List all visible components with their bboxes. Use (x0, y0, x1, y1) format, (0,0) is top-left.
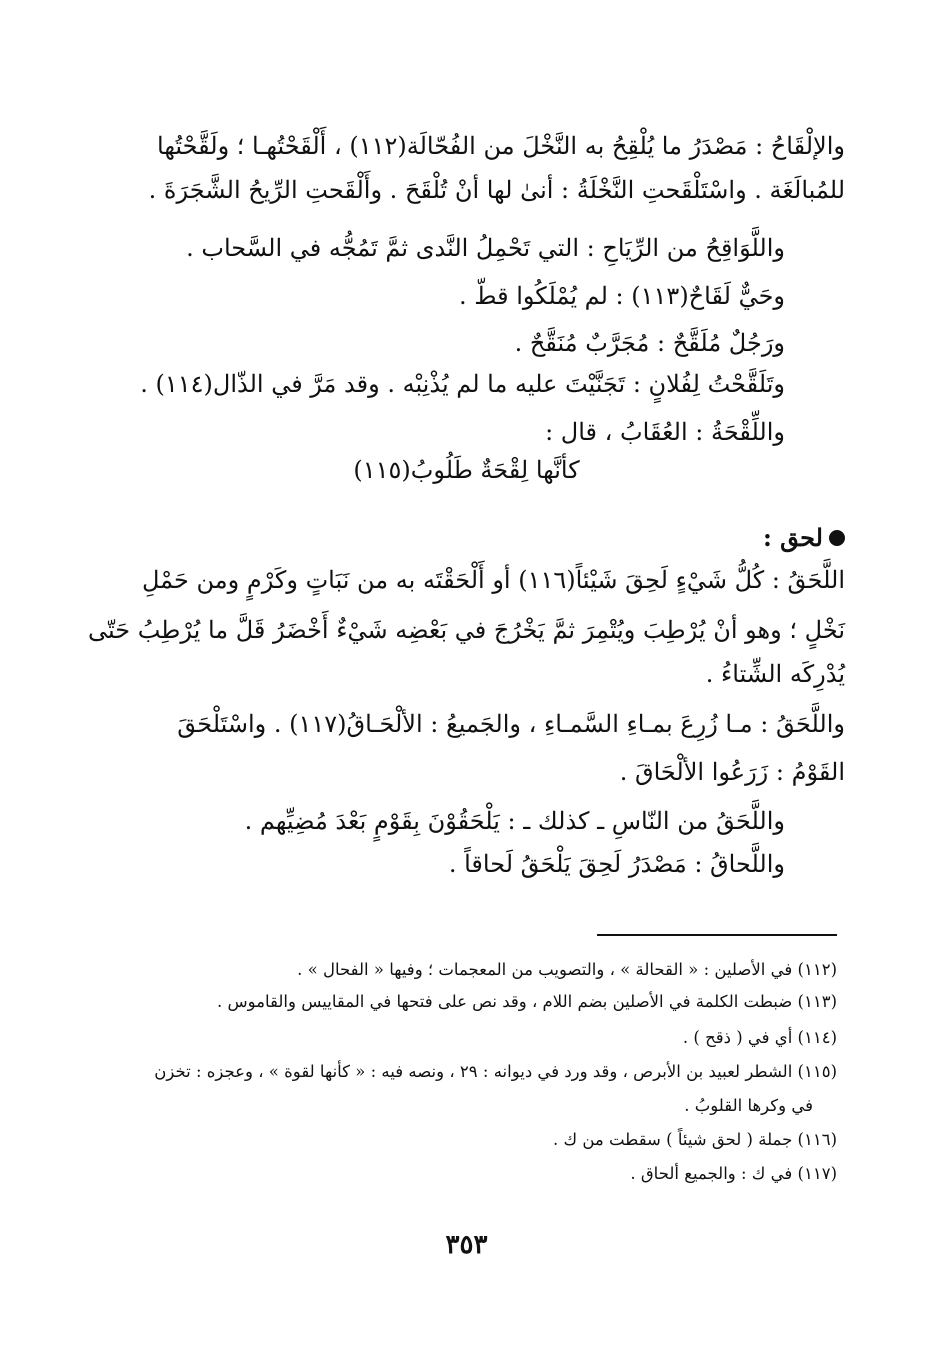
body-line: واللَّحاقُ : مَصْدَرُ لَحِقَ يَلْحَقُ لَحاقاً . (448, 850, 785, 878)
entry-heading-text: لحق : (762, 523, 823, 552)
footnote: (١١٢) في الأصلين : « القحالة » ، والتصويب من المعجمات ؛ وفيها « الفحال » . (297, 960, 837, 979)
footnote: (١١٣) ضبطت الكلمة في الأصلين بضم اللام ، وقد نص على فتحها في المقاييس والقاموس . (217, 992, 837, 1011)
body-line: واللَّحَقُ : مـا زُرِعَ بمـاءِ السَّمـاءِ ، والجَميعُ : الألْحَـاقُ(١١٧) . واسْتَلْحَقَ (177, 710, 845, 738)
body-line: ورَجُلٌ مُلَقَّحٌ : مُجَرَّبٌ مُنَقَّحٌ . (514, 329, 785, 357)
body-line: وتَلَقَّحْتُ لِفُلانٍ : تَجَنَّيْتَ عليه ما لم يُذْنِبْه . وقد مَرَّ في الذّال(١١٤) . (140, 370, 785, 398)
footnote: (١١٧) في ك : والجميع ألحاق . (630, 1164, 837, 1183)
bullet-icon (829, 530, 845, 546)
body-line: واللَّوَاقِحُ من الرِّيَاحِ : التي تَحْمِلُ النَّدى ثمَّ تَمُجُّه في السَّحاب . (186, 234, 785, 262)
body-line: واللِّقْحَةُ : العُقَابُ ، قال : (545, 418, 785, 446)
body-line: وحَيٌّ لَقَاحٌ(١١٣) : لم يُمْلَكُوا قطّ . (459, 282, 785, 310)
body-line: والإلْقَاحُ : مَصْدَرُ ما يُلْقِحُ به النَّخْلَ من الفُحّالَة(١١٢) ، أَلْقَحْتُهـا ؛ ولَقَّحْتُها (157, 132, 845, 160)
entry-heading (763, 520, 845, 556)
footnote-separator (597, 934, 837, 936)
footnote: (١١٤) أي في ( ذقح ) . (682, 1028, 837, 1047)
body-line: نَخْلٍ ؛ وهو أنْ يُرْطِبَ ويُتْمِرَ ثمَّ يَخْرُجَ في بَعْضِه شَيْءٌ أَخْضَرُ قَلَّ ما يُرْطِبُ حَتّى (88, 616, 845, 644)
footnote: (١١٥) الشطر لعبيد بن الأبرص ، وقد ورد في ديوانه : ٢٩ ، ونصه فيه : « كأنها لقوة » ، وعجزه : تخزن (154, 1062, 837, 1081)
body-line: يُدْرِكَه الشِّتاءُ . (705, 660, 845, 688)
body-line: واللَّحَقُ من النّاسِ ـ كذلك ـ : يَلْحَقُوْنَ بِقَوْمٍ بَعْدَ مُضِيِّهم . (244, 807, 785, 835)
page-number: ٣٥٣ (445, 1230, 488, 1260)
footnote: (١١٦) جملة ( لحق شيئاً ) سقطت من ك . (553, 1130, 837, 1149)
verse-line: كأنَّها لِقْحَةٌ طَلُوبُ(١١٥) (353, 456, 580, 484)
body-line: القَوْمُ : زَرَعُوا الألْحَاقَ . (619, 758, 845, 786)
body-line: اللَّحَقُ : كُلُّ شَيْءٍ لَحِقَ شَيْئاً(١١٦) أو أَلْحَقْتَه به من نَبَاتٍ وكَرْمٍ ومن حَمْلِ (141, 566, 845, 594)
body-line: للمُبالَغَة . واسْتَلْقَحتِ النَّخْلَةُ : أنىٰ لها أنْ تُلْقَحَ . وأَلْقَحتِ الرِّيحُ الشَّجَرَةَ . (148, 176, 845, 204)
footnote-continuation: في وكرها القلوبُ . (684, 1096, 813, 1115)
